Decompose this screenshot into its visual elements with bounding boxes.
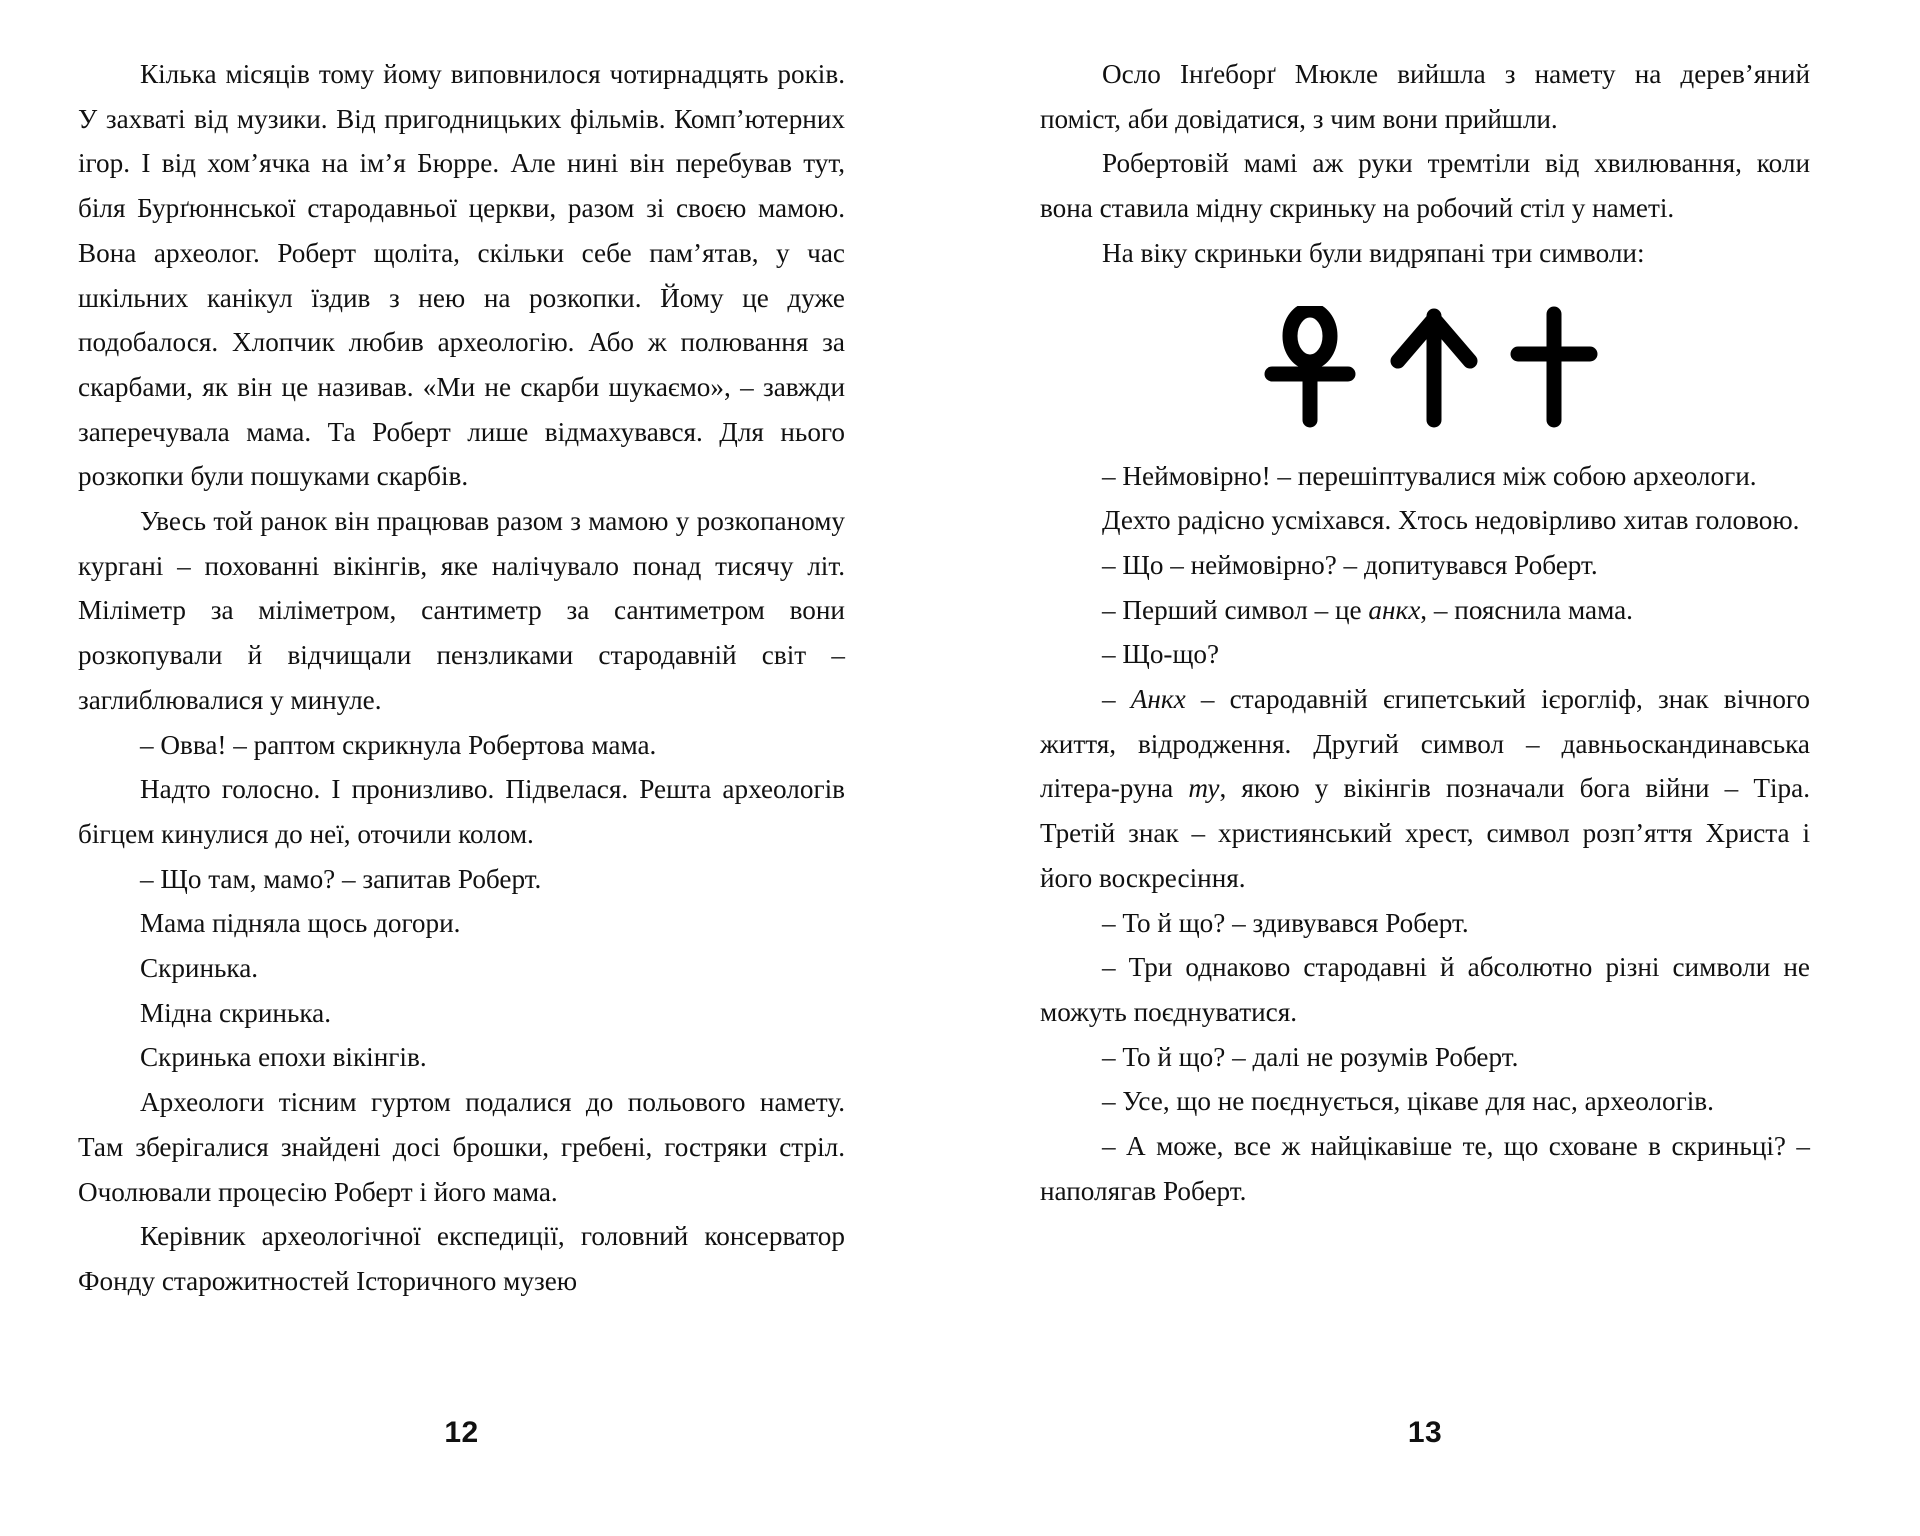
page-right: [960, 0, 1920, 1536]
paragraph: Осло Інґеборґ Мюкле вийшла з намету на дерев’яний поміст, аби довідатися, з чим вони прийшли.: [1040, 59, 1810, 134]
tiwaz-rune-symbol: [1388, 306, 1480, 428]
paragraph: – То й що? – далі не розумів Роберт.: [1102, 1041, 1519, 1072]
paragraph: Увесь той ранок він працював разом з мамою у розкопаному кургані – похованні вікінгів, яке налічувало понад тисячу літ. Міліметр за міліметром, сантиметр за сантиметром вони розкопували й відчищали пензликами стародавній світ – заглиблювалися у минуле.: [78, 506, 845, 715]
paragraph: Скринька епохи вікінгів.: [140, 1042, 427, 1073]
paragraph: – То й що? – здивувався Роберт.: [1102, 907, 1469, 938]
paragraph: Мідна скринька.: [140, 997, 332, 1028]
paragraph: Надто голосно. І пронизливо. Підвелася. Решта археологів бігцем кинулися до неї, оточили колом.: [78, 774, 845, 849]
page-number-left: 12: [444, 1416, 479, 1449]
paragraph: На віку скриньки були видряпані три символи:: [1102, 237, 1645, 268]
paragraph: – Овва! – раптом скрикнула Робертова мама.: [140, 729, 657, 760]
paragraph: Керівник археологічної експедиції, головний консерватор Фонду старожитностей Історичного музею: [78, 1221, 845, 1296]
paragraph: – А може, все ж найцікавіше те, що сховане в скриньці? – наполягав Роберт.: [1040, 1131, 1810, 1206]
latin-cross-symbol: [1510, 306, 1598, 428]
paragraph: Робертовій мамі аж руки тремтіли від хвилювання, коли вона ставила мідну скриньку на робочий стіл у наметі.: [1040, 148, 1810, 224]
ankh-symbol: [1262, 306, 1358, 428]
paragraph: Скринька.: [140, 953, 259, 984]
paragraph: Дехто радісно усміхався. Хтось недовірливо хитав головою.: [1102, 505, 1800, 536]
symbol-row: [1040, 306, 1810, 428]
right-column-text: [1040, 52, 1810, 1213]
paragraph: Кілька місяців тому йому виповнилося чотирнадцять років. У захваті від музики. Від пригодницьких фільмів. Комп’ютерних ігор. І від хом’ячка на ім’я Бюрре. Але нині він перебував тут, біля Бурґюннської стародавньої церкви, разом зі своєю мамою. Вона археолог. Роберт щоліта, скільки себе пам’ятав, у час шкільних канікул їздив з нею на розкопки. Йому це дуже подобалося. Хлопчик любив археологію. Або ж полювання за скарбами, як він це називав. «Ми не скарби шукаємо», – завжди заперечувала мама. Та Роберт лише відмахувався. Для нього розкопки були пошуками скарбів.: [78, 59, 845, 492]
paragraph: – Три однаково стародавні й абсолютно різні символи не можуть поєднуватися.: [1040, 952, 1810, 1027]
paragraph-with-italic: – Анкх – стародавній єгипетський ієрогліф, знак вічного життя, відродження. Другий символ – давньоскандинавська літера-руна ту, якою у вікінгів позначали бога війни – Тіра. Третій знак – християнський хрест, символ розп’яття Христа і його воскресіння.: [1040, 684, 1811, 893]
paragraph: – Що-що?: [1102, 639, 1220, 670]
paragraph-with-italic: – Перший символ – це анкх, – пояснила мама.: [1102, 594, 1633, 625]
paragraph: – Що – неймовірно? – допитувався Роберт.: [1102, 549, 1598, 580]
paragraph: – Неймовірно! – перешіптувалися між собою археологи.: [1102, 460, 1757, 491]
paragraph: Археологи тісним гуртом подалися до польового намету. Там зберігалися знайдені досі брошки, гребені, гостряки стріл. Очолювали процесію Роберт і його мама.: [78, 1087, 845, 1207]
page-number-right: 13: [1407, 1416, 1443, 1449]
left-column-text: [78, 52, 845, 1304]
paragraph: Мама підняла щось догори.: [140, 908, 461, 939]
paragraph: – Що там, мамо? – запитав Роберт.: [140, 863, 542, 894]
paragraph: – Усе, що не поєднується, цікаве для нас, археологів.: [1102, 1086, 1714, 1117]
